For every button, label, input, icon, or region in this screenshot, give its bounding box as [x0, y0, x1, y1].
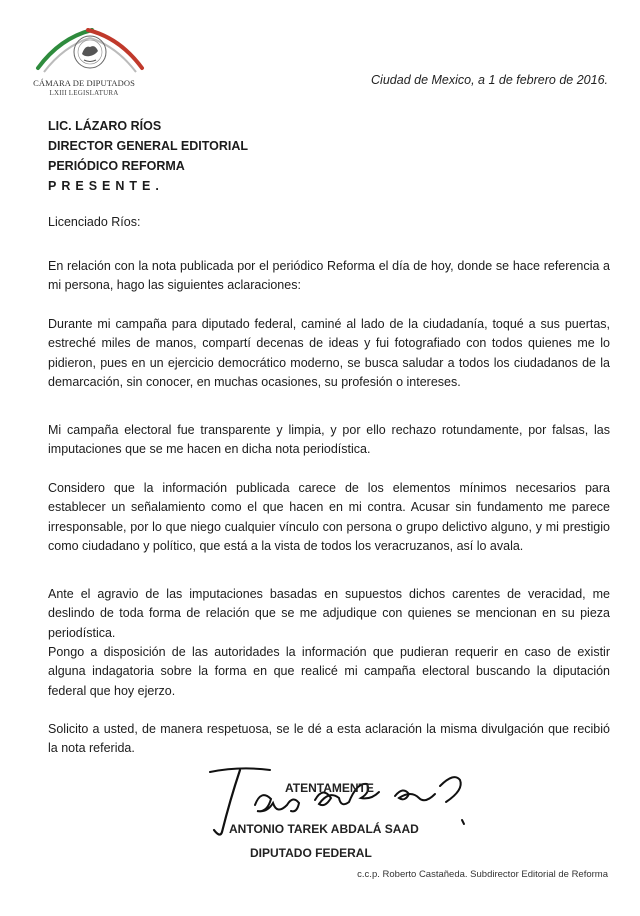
body-paragraph: Ante el agravio de las imputaciones basadas en supuestos dichos carentes de veracidad, me deslindo de toda forma de relación que se me adjudique con quienes se mencionan en su pieza periodística. — [48, 587, 610, 640]
recipient-position: DIRECTOR GENERAL EDITORIAL — [48, 139, 249, 153]
body-paragraph: Durante mi campaña para diputado federal, caminé al lado de la ciudadanía, toqué a sus puertas, estreché miles de manos, compartí decenas de ideas y fui fotografiado con todos quienes me lo pidieron, pues en un ejercicio democrático moderno, se busca saludar a todos los ciudadanos de la demarcación, sin conocer, en muchas ocasiones, su profesión o intereses. — [48, 317, 610, 389]
body-paragraph: Mi campaña electoral fue transparente y limpia, y por ello rechazo rotundamente, por falsas, las imputaciones que se me hacen en dicha nota periodística. — [48, 423, 610, 457]
body-paragraph: Pongo a disposición de las autoridades la información que pudieran requerir en caso de existir alguna indagatoria sobre la forma en que realicé mi campaña electoral buscando la diputación federal que hoy ejerzo. — [48, 645, 610, 698]
carbon-copy-note: c.c.p. Roberto Castañeda. Subdirector Editorial de Reforma — [357, 869, 608, 880]
recipient-block — [48, 116, 248, 196]
body-paragraph: Solicito a usted, de manera respetuosa, se le dé a esta aclaración la misma divulgación que recibió la nota referida. — [48, 722, 610, 756]
signer-role: DIPUTADO FEDERAL — [250, 846, 372, 860]
legislature-label: LXIII LEGISLATURA — [49, 89, 119, 97]
body-paragraph: En relación con la nota publicada por el periódico Reforma el día de hoy, donde se hace referencia a mi persona, hago las siguientes aclaraciones: — [48, 259, 610, 293]
body-paragraph: Considero que la información publicada carece de los elementos mínimos necesarios para establecer un señalamiento como el que hacen en mi contra. Acusar sin fundamento me parece irresponsable, por lo que niego cualquier vínculo con persona o grupo delictivo alguno, y mi prestigio como ciudadano y político, que está a la vista de todos los veracruzanos, así lo avala. — [48, 481, 610, 553]
recipient-presente: PRESENTE. — [48, 179, 164, 193]
recipient-name: LIC. LÁZARO RÍOS — [48, 119, 162, 133]
place-date: Ciudad de Mexico, a 1 de febrero de 2016. — [371, 73, 608, 87]
signer-name: ANTONIO TAREK ABDALÁ SAAD — [229, 822, 419, 836]
recipient-organization: PERIÓDICO REFORMA — [48, 159, 185, 173]
chamber-seal-logo — [30, 18, 150, 78]
closing-attentively: ATENTAMENTE — [285, 781, 374, 795]
chamber-name: CÁMARA DE DIPUTADOS — [33, 78, 135, 88]
salutation: Licenciado Ríos: — [48, 215, 141, 229]
